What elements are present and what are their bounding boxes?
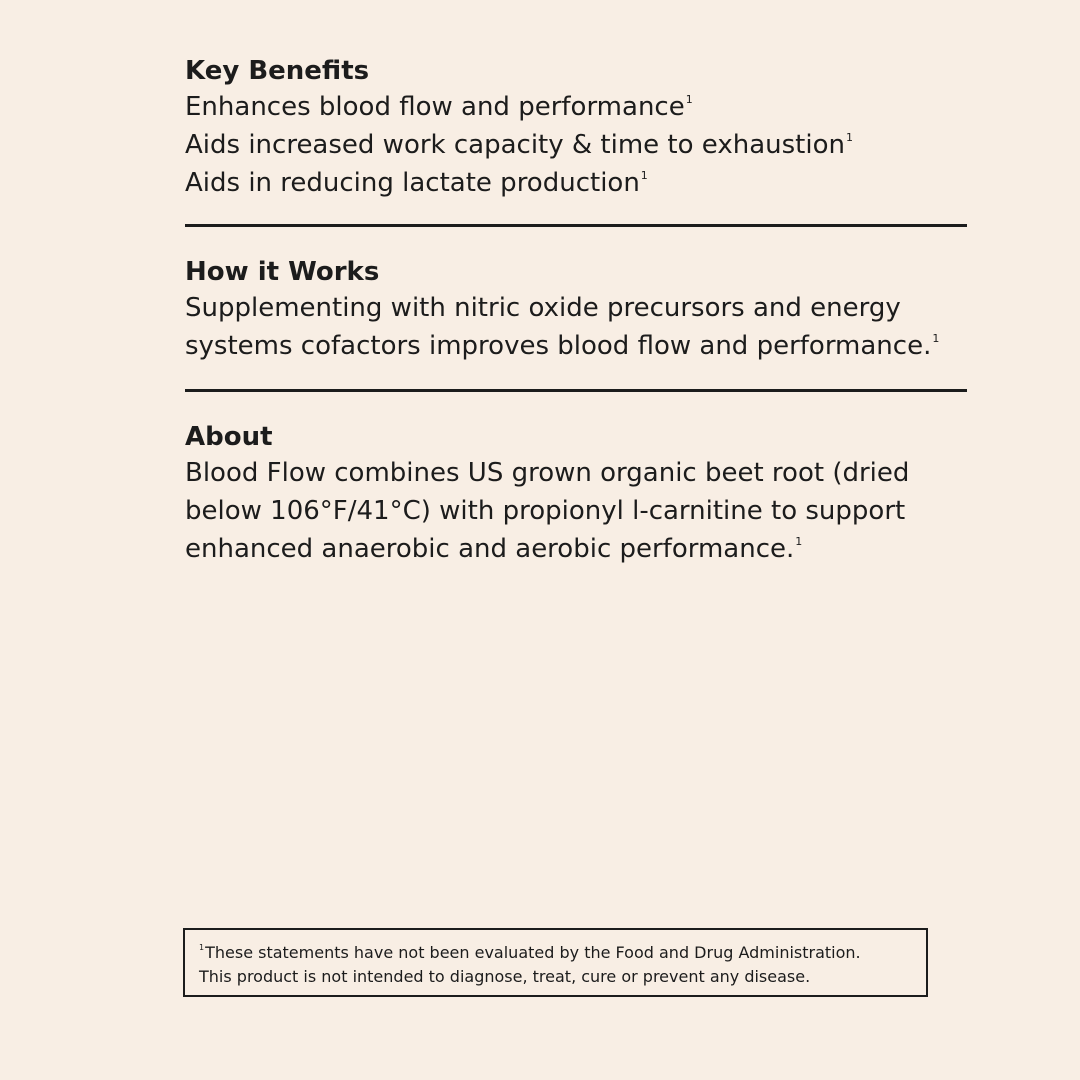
footnote-mark: 1	[845, 131, 853, 144]
how-it-works-heading: How it Works	[185, 257, 380, 287]
disclaimer-line: $^1$These statements have not been evaluated by the Food and Drug Administration.	[199, 943, 861, 962]
section-divider	[185, 224, 967, 227]
key-benefits-heading: Key Benefits	[185, 56, 370, 86]
benefit-item: Aids in reducing lactate production$^1$	[185, 168, 648, 198]
about-section	[185, 420, 985, 568]
how-it-works-text: Supplementing with nitric oxide precursors and energy systems cofactors improves blood flow and performance.$^1$	[185, 293, 940, 361]
footnote-mark: 1	[640, 169, 648, 182]
product-info	[185, 54, 985, 568]
key-benefits-section	[185, 54, 985, 202]
about-heading: About	[185, 422, 273, 452]
how-it-works-section	[185, 255, 985, 365]
disclaimer-line: This product is not intended to diagnose, treat, cure or prevent any disease.	[199, 967, 811, 986]
fda-disclaimer-box	[183, 928, 928, 997]
footnote-mark: 1	[685, 93, 693, 106]
about-text: Blood Flow combines US grown organic beet root (dried below 106°F/41°C) with propionyl l-carnitine to support enhanced anaerobic and aerobic performance.$^1$	[185, 458, 910, 564]
benefit-item: Enhances blood flow and performance$^1$	[185, 92, 693, 122]
benefit-item: Aids increased work capacity & time to exhaustion$^1$	[185, 130, 853, 160]
footnote-mark: 1	[932, 332, 940, 345]
section-divider	[185, 389, 967, 392]
footnote-mark: 1	[199, 943, 205, 952]
footnote-mark: 1	[795, 535, 803, 548]
